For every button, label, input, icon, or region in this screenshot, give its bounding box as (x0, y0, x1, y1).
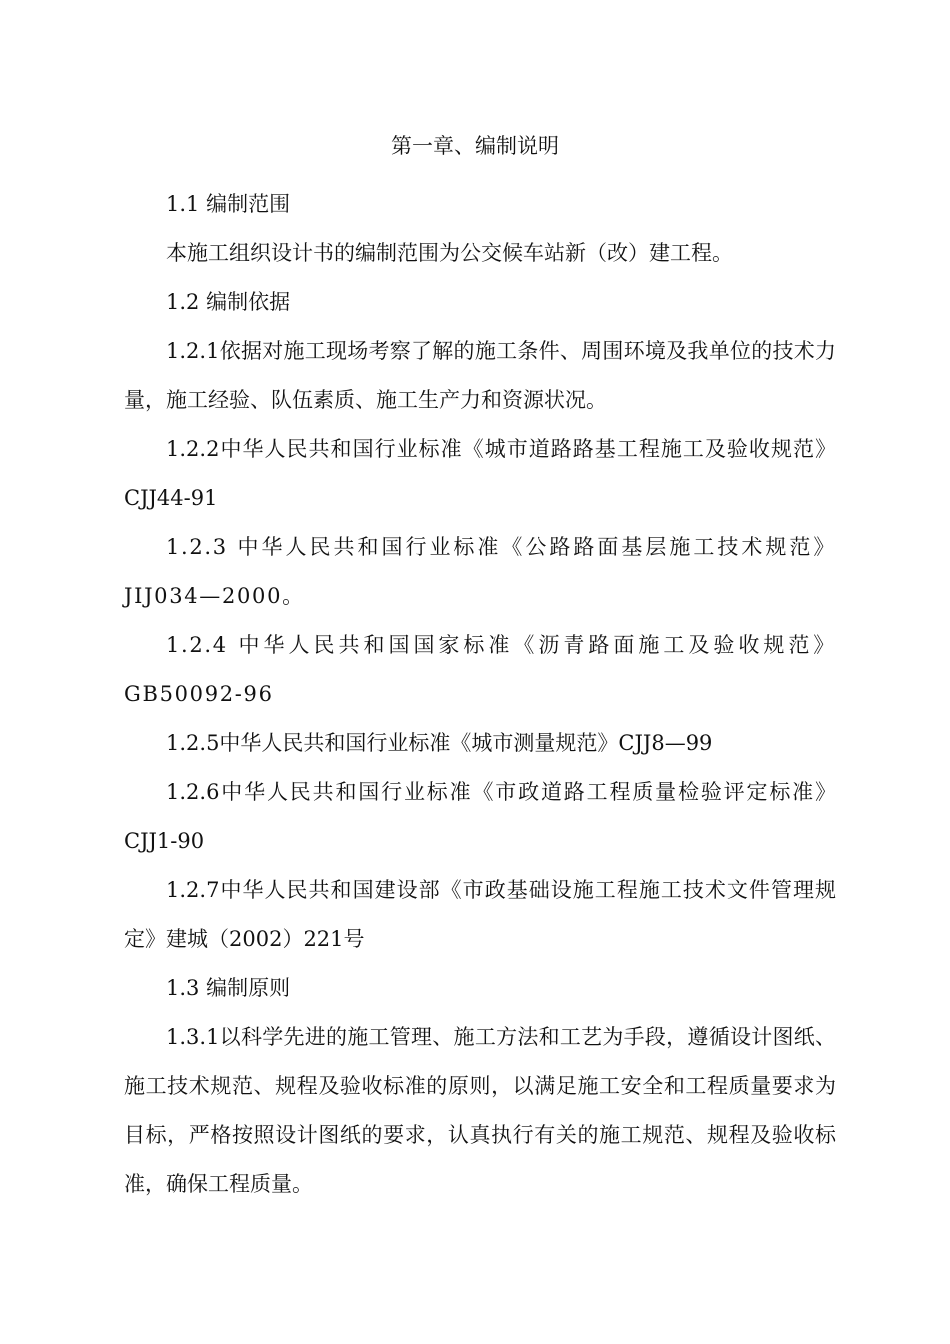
paragraph-1-2-2: 1.2.2中华人民共和国行业标准《城市道路路基工程施工及验收规范》CJJ44-91 (124, 437, 836, 510)
paragraph-1-2-6: 1.2.6中华人民共和国行业标准《市政道路工程质量检验评定标准》CJJ1-90 (124, 780, 836, 853)
paragraph-1-3-1: 1.3.1以科学先进的施工管理、施工方法和工艺为手段，遵循设计图纸、施工技术规范、规程及验收标准的原则，以满足施工安全和工程质量要求为目标，严格按照设计图纸的要求，认真执行有关的施工规范、规程及验收标准，确保工程质量。 (124, 1025, 836, 1196)
section-heading-1-3: 1.3 编制原则 (166, 976, 291, 1000)
paragraph-1-2-1: 1.2.1依据对施工现场考察了解的施工条件、周围环境及我单位的技术力量，施工经验、队伍素质、施工生产力和资源状况。 (124, 339, 836, 412)
section-heading-1-1: 1.1 编制范围 (166, 192, 291, 216)
paragraph-1-2-7: 1.2.7中华人民共和国建设部《市政基础设施工程施工技术文件管理规定》建城（2002）221号 (124, 878, 836, 951)
section-heading-1-2: 1.2 编制依据 (166, 290, 291, 314)
chapter-title: 第一章、编制说明 (391, 134, 559, 158)
paragraph-1-2-5: 1.2.5中华人民共和国行业标准《城市测量规范》CJJ8—99 (166, 731, 713, 755)
paragraph-1-2-3: 1.2.3 中华人民共和国行业标准《公路路面基层施工技术规范》JIJ034—2000。 (124, 535, 836, 608)
document-body (124, 180, 836, 1209)
paragraph-1-2-4: 1.2.4 中华人民共和国国家标准《沥青路面施工及验收规范》GB50092-96 (124, 633, 836, 706)
paragraph-scope: 本施工组织设计书的编制范围为公交候车站新（改）建工程。 (166, 241, 733, 265)
